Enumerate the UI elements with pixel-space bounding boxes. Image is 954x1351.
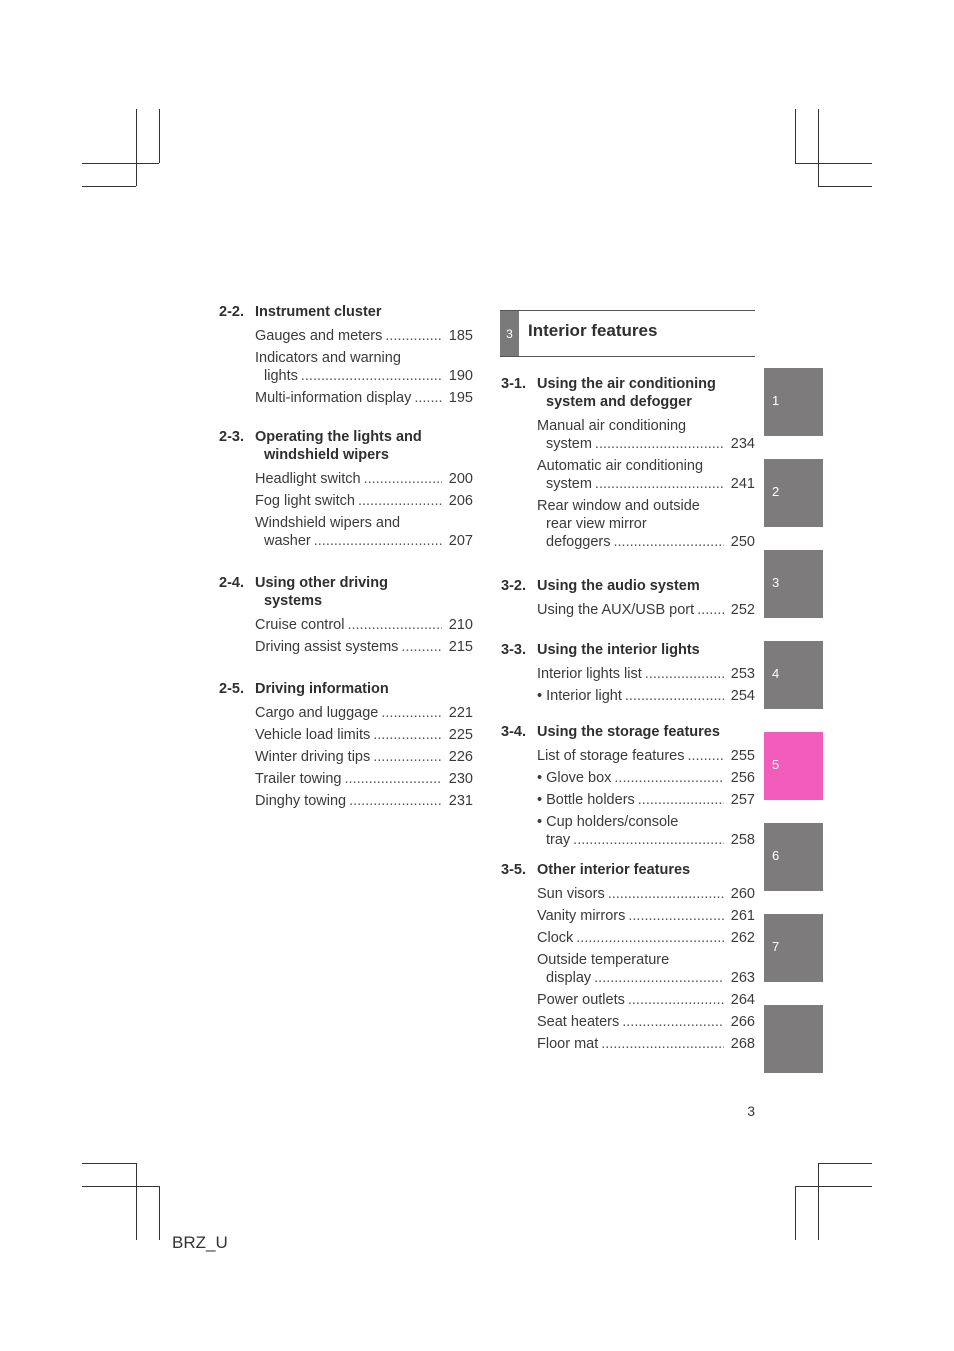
toc-entry-last-line (537, 885, 727, 903)
chapter-tab-label: 3 (772, 575, 780, 590)
section-entries (219, 704, 473, 810)
section-entries (501, 885, 755, 1053)
chapter-tab-label: 4 (772, 666, 780, 681)
toc-entry-line: lights (264, 368, 298, 384)
toc-entry[interactable] (255, 514, 473, 550)
page-ref: 252 (730, 602, 755, 618)
section-title-line: windshield wipers (264, 447, 389, 463)
section-title (537, 861, 755, 879)
section-title-line: Using the interior lights (537, 642, 700, 658)
toc-entry[interactable] (255, 389, 473, 407)
toc-entry[interactable] (255, 349, 473, 385)
chapter-tab-5[interactable] (764, 732, 823, 800)
toc-entry[interactable] (255, 470, 473, 488)
chapter-tab-label: 2 (772, 484, 780, 499)
toc-entry-last-line (537, 907, 727, 925)
chapter-tab-3[interactable] (764, 550, 823, 618)
toc-entry-line: Outside temperature (537, 952, 670, 968)
section-title (537, 723, 755, 741)
page-ref: 264 (730, 992, 755, 1008)
toc-entry-text (255, 748, 445, 766)
toc-entry-text (255, 770, 445, 788)
section-number: 2-2. (219, 304, 244, 320)
toc-entry-line: Gauges and meters (255, 328, 383, 344)
section-heading (501, 861, 755, 879)
section-title-line: Using the storage features (537, 724, 720, 740)
chapter-tab-label: 5 (772, 757, 780, 772)
toc-entry-text (537, 457, 727, 493)
leader-dots (385, 327, 442, 345)
toc-entry-line: rear view mirror (546, 516, 647, 532)
document-code: BRZ_U (172, 1233, 228, 1252)
chapter-tab-label: 7 (772, 939, 780, 954)
toc-entry[interactable] (537, 813, 755, 849)
toc-entry-text (255, 726, 445, 744)
toc-entry[interactable] (255, 616, 473, 634)
section-title-line: Using the audio system (537, 578, 700, 594)
toc-section (501, 375, 755, 555)
toc-entry[interactable] (255, 704, 473, 722)
toc-entry-line: Manual air conditioning (537, 418, 687, 434)
toc-entry-text (537, 769, 727, 787)
toc-section (501, 641, 755, 709)
toc-entry-last-line (255, 327, 445, 345)
toc-entry-line: Cargo and luggage (255, 705, 379, 721)
toc-entry-text (537, 907, 727, 925)
toc-entry-last-line (537, 435, 727, 453)
section-entries (501, 417, 755, 551)
section-heading (501, 577, 755, 595)
toc-entry[interactable] (537, 907, 755, 925)
toc-entry[interactable] (255, 726, 473, 744)
section-title-line: system and defogger (546, 394, 692, 410)
page-ref: 266 (730, 1014, 755, 1030)
toc-entry-last-line (537, 687, 727, 705)
toc-entry-line: Sun visors (537, 886, 605, 902)
page-ref: 190 (448, 368, 473, 384)
toc-entry[interactable] (537, 687, 755, 705)
page-ref: 255 (730, 748, 755, 764)
toc-entry-last-line (537, 991, 727, 1009)
page-ref: 231 (448, 793, 473, 809)
toc-entry-last-line (255, 792, 445, 810)
toc-entry-last-line (537, 665, 727, 683)
leader-dots (358, 492, 442, 510)
chapter-tab-4[interactable] (764, 641, 823, 709)
page-number: 3 (747, 1103, 755, 1119)
section-heading (219, 574, 473, 610)
toc-entry[interactable] (537, 791, 755, 809)
toc-entry-line: tray (546, 832, 571, 848)
toc-entry[interactable] (537, 747, 755, 765)
toc-entry-line: • Bottle holders (537, 792, 635, 808)
page-ref: 253 (730, 666, 755, 682)
page-ref: 257 (730, 792, 755, 808)
leader-dots (625, 687, 724, 705)
toc-entry[interactable] (537, 951, 755, 987)
leader-dots (608, 885, 724, 903)
toc-entry-text (537, 687, 727, 705)
toc-entry-line: defoggers (546, 534, 611, 550)
toc-entry-text (255, 349, 445, 385)
toc-entry-line: Power outlets (537, 992, 625, 1008)
toc-entry[interactable] (537, 1035, 755, 1053)
page-ref: 226 (448, 749, 473, 765)
toc-entry-last-line (255, 638, 445, 656)
page-ref: 207 (448, 533, 473, 549)
section-title-line: Using other driving (255, 575, 388, 591)
leader-dots (594, 969, 724, 987)
toc-entry[interactable] (537, 929, 755, 947)
section-title (255, 303, 473, 321)
page-ref: 260 (730, 886, 755, 902)
toc-entry-line: List of storage features (537, 748, 685, 764)
page-ref: 258 (730, 832, 755, 848)
toc-entry-line: • Cup holders/console (537, 814, 679, 830)
chapter-tab-label: 6 (772, 848, 780, 863)
leader-dots (614, 769, 724, 787)
toc-entry-last-line (255, 367, 445, 385)
toc-entry-last-line (537, 929, 727, 947)
toc-entry-text (255, 704, 445, 722)
toc-entry-line: Using the AUX/USB port (537, 602, 695, 618)
toc-entry[interactable] (255, 638, 473, 656)
toc-entry-line: • Interior light (537, 688, 622, 704)
toc-entry[interactable] (537, 457, 755, 493)
toc-entry[interactable] (255, 327, 473, 345)
toc-entry-last-line (537, 769, 727, 787)
page-ref: 206 (448, 493, 473, 509)
toc-entry-text (255, 389, 445, 407)
toc-entry-line: Fog light switch (255, 493, 355, 509)
section-number: 2-4. (219, 575, 244, 591)
page-ref: 210 (448, 617, 473, 633)
section-title-line: Instrument cluster (255, 304, 382, 320)
section-entries (501, 601, 755, 619)
page-ref: 250 (730, 534, 755, 550)
leader-dots (576, 929, 724, 947)
page-ref: 261 (730, 908, 755, 924)
leader-dots (614, 533, 725, 551)
toc-entry-text (537, 747, 727, 765)
toc-entry-text (537, 951, 727, 987)
toc-entry-last-line (537, 475, 727, 493)
page-ref: 263 (730, 970, 755, 986)
leader-dots (414, 389, 442, 407)
toc-entry-line: Cruise control (255, 617, 345, 633)
section-number: 3-3. (501, 642, 526, 658)
toc-entry-line: Dinghy towing (255, 793, 347, 809)
section-title-line: Using the air conditioning (537, 376, 716, 392)
toc-entry-line: Floor mat (537, 1036, 599, 1052)
toc-entry-line: Automatic air conditioning (537, 458, 704, 474)
toc-entry-text (537, 791, 727, 809)
section-title-line: Operating the lights and (255, 429, 422, 445)
toc-entry-text (537, 497, 727, 551)
page-ref: 234 (730, 436, 755, 452)
leader-dots (628, 991, 724, 1009)
toc-entry-last-line (537, 747, 727, 765)
toc-entry[interactable] (537, 885, 755, 903)
leader-dots (622, 1013, 724, 1031)
toc-entry-line: Rear window and outside (537, 498, 700, 514)
toc-entry[interactable] (537, 497, 755, 551)
section-heading (501, 641, 755, 659)
section-entries (501, 747, 755, 849)
page-ref: 254 (730, 688, 755, 704)
toc-entry-last-line (537, 601, 727, 619)
toc-entry-line: Winter driving tips (255, 749, 371, 765)
leader-dots (688, 747, 725, 765)
toc-entry-line: display (546, 970, 592, 986)
toc-entry-text (255, 638, 445, 656)
toc-entry-text (537, 929, 727, 947)
leader-dots (314, 532, 442, 550)
leader-dots (349, 792, 442, 810)
toc-entry-line: Multi-information display (255, 390, 412, 406)
toc-entry-line: Indicators and warning (255, 350, 401, 366)
toc-entry-text (537, 417, 727, 453)
section-heading (501, 375, 755, 411)
toc-entry[interactable] (537, 665, 755, 683)
toc-section (219, 303, 473, 411)
toc-entry-text (255, 470, 445, 488)
chapter-tab-6[interactable] (764, 823, 823, 891)
chapter-tab-7[interactable] (764, 914, 823, 982)
leader-dots (595, 435, 724, 453)
toc-entry-text (537, 665, 727, 683)
section-title (255, 680, 473, 698)
toc-entry-last-line (537, 533, 727, 551)
leader-dots (628, 907, 724, 925)
toc-entry-last-line (255, 770, 445, 788)
toc-entry-text (255, 514, 445, 550)
section-title (537, 577, 755, 595)
toc-entry-last-line (255, 532, 445, 550)
toc-section (219, 680, 473, 814)
toc-entry-line: Headlight switch (255, 471, 361, 487)
leader-dots (697, 601, 724, 619)
leader-dots (364, 470, 442, 488)
section-heading (219, 428, 473, 464)
leader-dots (645, 665, 724, 683)
toc-entry-line: washer (264, 533, 311, 549)
section-entries (219, 616, 473, 656)
leader-dots (345, 770, 443, 788)
section-title-line: Driving information (255, 681, 389, 697)
toc-entry-text (255, 616, 445, 634)
chapter-title: Interior features (528, 321, 658, 340)
section-number: 2-3. (219, 429, 244, 445)
section-title (255, 574, 473, 610)
toc-entry-last-line (255, 726, 445, 744)
leader-dots (601, 1035, 724, 1053)
page-ref: 268 (730, 1036, 755, 1052)
leader-dots (595, 475, 724, 493)
toc-entry[interactable] (255, 748, 473, 766)
page-ref: 262 (730, 930, 755, 946)
toc-entry-line: Vehicle load limits (255, 727, 371, 743)
toc-entry[interactable] (255, 770, 473, 788)
toc-entry-line: Clock (537, 930, 574, 946)
leader-dots (638, 791, 724, 809)
leader-dots (373, 748, 442, 766)
toc-entry[interactable] (537, 769, 755, 787)
chapter-tab-index[interactable] (764, 1005, 823, 1073)
chapter-tab-2[interactable] (764, 459, 823, 527)
toc-entry-line: Seat heaters (537, 1014, 620, 1030)
toc-entry[interactable] (537, 417, 755, 453)
chapter-tab-label: 1 (772, 393, 780, 408)
toc-entry-line: Interior lights list (537, 666, 642, 682)
toc-entry-line: Windshield wipers and (255, 515, 401, 531)
toc-entry-line: • Glove box (537, 770, 612, 786)
page-ref: 195 (448, 390, 473, 406)
section-number: 3-1. (501, 376, 526, 392)
toc-entry-line: system (546, 476, 592, 492)
toc-entry-last-line (537, 1035, 727, 1053)
section-entries (501, 665, 755, 705)
toc-entry-last-line (537, 1013, 727, 1031)
toc-section (501, 723, 755, 853)
toc-entry-line: Driving assist systems (255, 639, 399, 655)
toc-entry-last-line (255, 704, 445, 722)
section-number: 3-5. (501, 862, 526, 878)
section-heading (219, 680, 473, 698)
page-ref: 221 (448, 705, 473, 721)
leader-dots (573, 831, 724, 849)
chapter-header (500, 310, 755, 357)
section-number: 2-5. (219, 681, 244, 697)
chapter-number-badge: 3 (500, 311, 519, 356)
toc-entry-last-line (255, 616, 445, 634)
page-ref: 256 (730, 770, 755, 786)
page-ref: 230 (448, 771, 473, 787)
toc-entry[interactable] (255, 792, 473, 810)
toc-entry-last-line (537, 969, 727, 987)
toc-entry-text (255, 792, 445, 810)
toc-entry[interactable] (537, 601, 755, 619)
toc-entry[interactable] (255, 492, 473, 510)
leader-dots (401, 638, 442, 656)
toc-entry[interactable] (537, 991, 755, 1009)
leader-dots (347, 616, 442, 634)
page-ref: 185 (448, 328, 473, 344)
toc-entry-text (537, 601, 727, 619)
section-number: 3-2. (501, 578, 526, 594)
toc-section (501, 577, 755, 623)
section-title-line: Other interior features (537, 862, 691, 878)
page-ref: 241 (730, 476, 755, 492)
toc-entry-last-line (255, 492, 445, 510)
toc-entry-line: system (546, 436, 592, 452)
toc-section (219, 574, 473, 660)
toc-entry-line: Vanity mirrors (537, 908, 626, 924)
toc-entry-last-line (537, 791, 727, 809)
section-title-line: systems (264, 593, 323, 609)
toc-entry-text (537, 991, 727, 1009)
toc-entry-last-line (537, 831, 727, 849)
toc-entry-text (537, 1013, 727, 1031)
section-title (255, 428, 473, 464)
toc-entry-text (537, 1035, 727, 1053)
toc-entry-last-line (255, 470, 445, 488)
page-ref: 225 (448, 727, 473, 743)
section-heading (501, 723, 755, 741)
toc-entry-line: Trailer towing (255, 771, 342, 787)
toc-entry-last-line (255, 389, 445, 407)
toc-section (219, 428, 473, 554)
page-ref: 200 (448, 471, 473, 487)
leader-dots (373, 726, 442, 744)
section-title (537, 375, 755, 411)
chapter-tab-1[interactable] (764, 368, 823, 436)
toc-entry-text (537, 813, 727, 849)
leader-dots (381, 704, 442, 722)
toc-entry-text (255, 492, 445, 510)
leader-dots (301, 367, 442, 385)
section-number: 3-4. (501, 724, 526, 740)
section-entries (219, 470, 473, 550)
section-entries (219, 327, 473, 407)
toc-entry-last-line (255, 748, 445, 766)
section-heading (219, 303, 473, 321)
page-ref: 215 (448, 639, 473, 655)
toc-entry-text (537, 885, 727, 903)
toc-entry-text (255, 327, 445, 345)
toc-section (501, 861, 755, 1057)
toc-entry[interactable] (537, 1013, 755, 1031)
section-title (537, 641, 755, 659)
